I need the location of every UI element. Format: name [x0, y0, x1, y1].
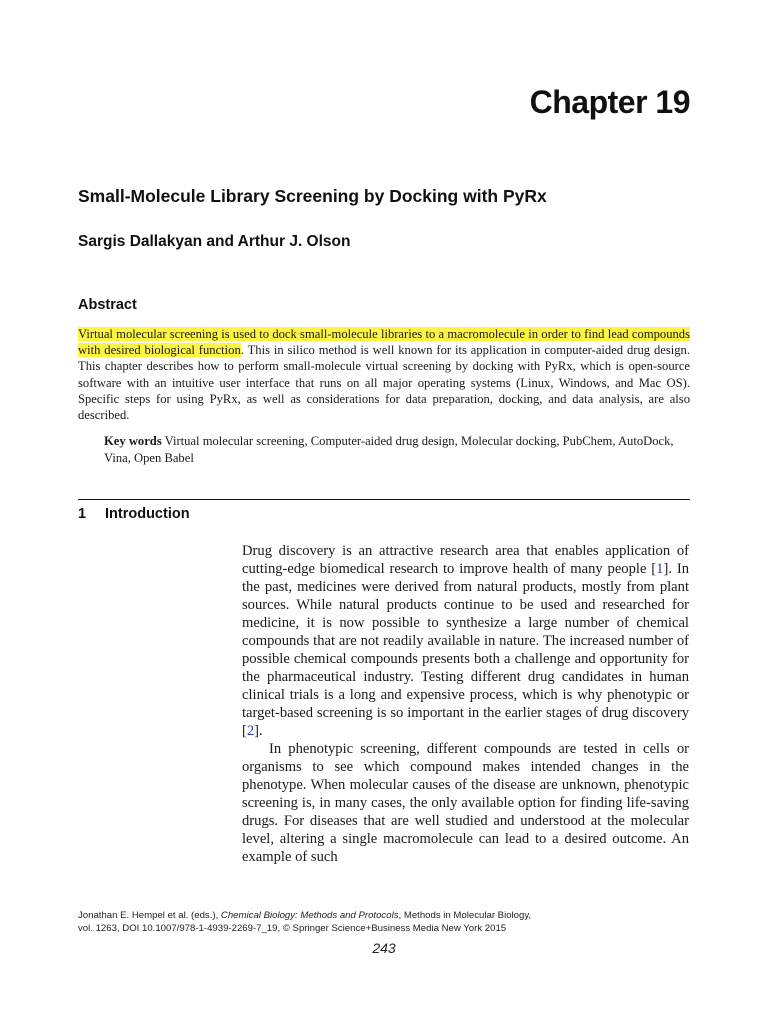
- paragraph-1: [242, 542, 689, 740]
- keywords-label: Key words: [104, 434, 162, 448]
- keywords-list: Virtual molecular screening, Computer-aided drug design, Molecular docking, PubChem, AutoDock, Vina, Open Babel: [104, 434, 674, 465]
- abstract-rest: . This in silico method is well known for its application in computer-aided drug design. This chapter describes how to perform small-molecule virtual screening by docking with PyRx, which is open-source software with an intuitive user interface that runs on all major operating systems (Linux, Windows, and Mac OS). Specific steps for using PyRx, as well as considerations for data preparation, docking, and data analysis, are also described.: [78, 343, 690, 423]
- paragraph-1-text-b: ]. In the past, medicines were derived from natural products, mostly from plant sources. While natural products continue to be used and researched for medicine, it is now possible to synthesize a large number of chemical compounds that are not readily available in nature. The increased number of possible chemical compounds presents both a challenge and opportunity for the pharmaceutical industry. Testing different drug candidates in human clinical trials is a long and expensive process, which is why phenotypic or target-based screening is so important in the earlier stages of drug discovery [: [242, 561, 689, 739]
- chapter-number: Chapter 19: [529, 84, 690, 120]
- chapter-title: Small-Molecule Library Screening by Docking with PyRx: [78, 186, 547, 206]
- footer-book-title: Chemical Biology: Methods and Protocols: [220, 910, 399, 921]
- footer-editors: Jonathan E. Hempel et al. (eds.),: [78, 910, 221, 921]
- authors: Sargis Dallakyan and Arthur J. Olson: [78, 233, 351, 250]
- body-text: [242, 542, 689, 866]
- abstract-highlight: Virtual molecular screening is used to dock small-molecule libraries to a macromolecule in order to find lead compounds with desired biological function: [78, 327, 690, 358]
- section-title: Introduction: [105, 506, 190, 522]
- paragraph-2: In phenotypic screening, different compounds are tested in cells or organisms to see which compound makes intended changes in the phenotype. When molecular causes of the disease are unknown, phenotypic screening is, in many cases, the only available option for finding life-saving drugs. For diseases that are well studied and understood at the molecular level, altering a single macromolecule can lead to a desired outcome. An example of such: [242, 741, 689, 865]
- citation-link[interactable]: 2: [246, 723, 255, 739]
- keywords: [104, 433, 694, 467]
- paragraph-1-text-c: ].: [254, 723, 263, 739]
- section-number: 1: [78, 506, 87, 522]
- paragraph-1-text-a: Drug discovery is an attractive research area that enables application of cutting-edge biomedical research to improve health of many people [: [242, 543, 689, 577]
- page-number: 243: [372, 940, 396, 956]
- footer-line-1: [78, 910, 698, 923]
- section-divider: [78, 499, 690, 500]
- footer-citation: [78, 910, 698, 935]
- abstract-heading: Abstract: [78, 297, 137, 313]
- footer-series: , Methods in Molecular Biology,: [398, 910, 532, 921]
- citation-link[interactable]: 1: [656, 561, 664, 577]
- abstract-text: [78, 326, 690, 423]
- footer-line-2: vol. 1263, DOI 10.1007/978-1-4939-2269-7_19, © Springer Science+Business Media New York 2015: [78, 922, 507, 934]
